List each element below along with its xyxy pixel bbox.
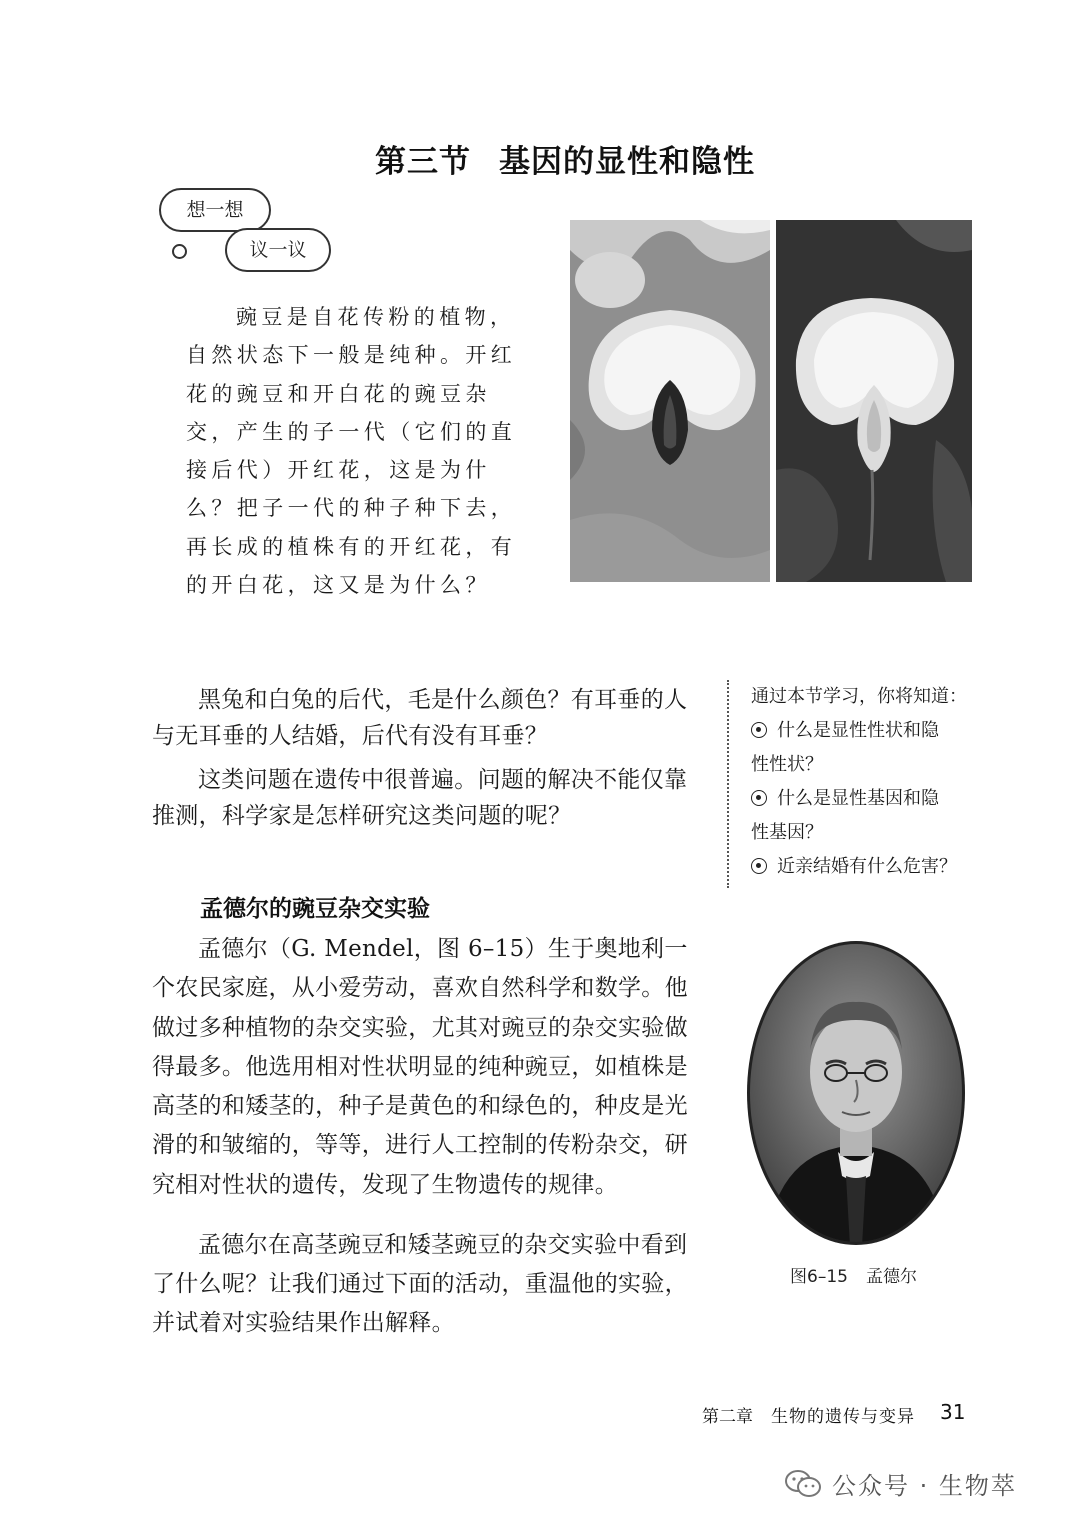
think-bubble-label: 想一想 <box>186 199 244 221</box>
discuss-bubble <box>225 228 331 272</box>
objective-line-cont: 性性状？ <box>751 754 823 775</box>
page-title <box>0 136 1080 181</box>
mendel-paragraph-1: 孟德尔（G. Mendel，图 6–15）生于奥地利一个农民家庭，从小爱劳动，喜欢自然科学和数学。他做过多种植物的杂交实验，尤其对豌豆的杂交实验做得最多。他选用相对性状明显的纯种豌豆，如植株是高茎的和矮茎的，种子是黄色的和绿色的，种皮是光滑的和皱缩的，等等，进行人工控制的传粉杂交，研究相对性状的遗传，发现了生物遗传的规律。 <box>152 936 688 1198</box>
objective-item <box>729 850 974 884</box>
watermark-text: 公众号 · 生物萃 <box>832 1472 1017 1500</box>
objective-item <box>729 782 974 850</box>
think-paragraph: 豌豆是自花传粉的植物，自然状态下一般是纯种。开红花的豌豆和开白花的豌豆杂交，产生的子一代（它们的直接后代）开红花，这是为什么？把子一代的种子种下去，再长成的植株有的开红花，有的开白花，这又是为什么？ <box>186 305 517 598</box>
bullet-icon <box>751 722 767 738</box>
discuss-bubble-label: 议一议 <box>249 239 307 261</box>
intro-paragraph-2: 这类问题在遗传中很普遍。问题的解决不能仅靠推测，科学家是怎样研究这类问题的呢？ <box>152 767 688 829</box>
wechat-icon <box>784 1468 822 1500</box>
objective-line: 近亲结婚有什么危害？ <box>777 856 957 877</box>
mendel-paragraph-2: 孟德尔在高茎豌豆和矮茎豌豆的杂交实验中看到了什么呢？让我们通过下面的活动，重温他的实验，并试着对实验结果作出解释。 <box>152 1232 688 1336</box>
chapter-label: 第二章 <box>702 1407 753 1427</box>
page-footer <box>702 1402 915 1427</box>
white-pea-flower-image <box>776 220 972 582</box>
think-bubble <box>159 188 271 232</box>
white-pea-flower-photo <box>776 220 972 582</box>
red-pea-flower-photo <box>570 220 770 582</box>
figure-caption <box>790 1262 917 1287</box>
mendel-portrait-image <box>746 940 966 1246</box>
mendel-portrait <box>746 940 966 1246</box>
learning-objectives <box>727 680 974 888</box>
watermark <box>784 1466 1017 1501</box>
section-number: 第三节 <box>375 144 471 180</box>
objective-line: 什么是显性性状和隐 <box>777 720 939 741</box>
intro-paragraph-1: 黑兔和白兔的后代，毛是什么颜色？有耳垂的人与无耳垂的人结婚，后代有没有耳垂？ <box>152 687 688 749</box>
chapter-name: 生物的遗传与变异 <box>771 1407 915 1427</box>
figure-number: 图6–15 <box>790 1267 848 1287</box>
figure-name: 孟德尔 <box>865 1267 917 1287</box>
objectives-intro: 通过本节学习，你将知道： <box>751 686 967 707</box>
objective-item <box>729 714 974 782</box>
section-heading: 孟德尔的豌豆杂交实验 <box>200 896 430 922</box>
objective-line: 什么是显性基因和隐 <box>777 788 939 809</box>
bullet-icon <box>751 858 767 874</box>
bullet-icon <box>751 790 767 806</box>
objective-line-cont: 性基因？ <box>751 822 823 843</box>
bubble-dot <box>172 244 187 259</box>
page-number: 31 <box>940 1400 966 1424</box>
red-pea-flower-image <box>570 220 770 582</box>
section-topic: 基因的显性和隐性 <box>499 144 755 180</box>
